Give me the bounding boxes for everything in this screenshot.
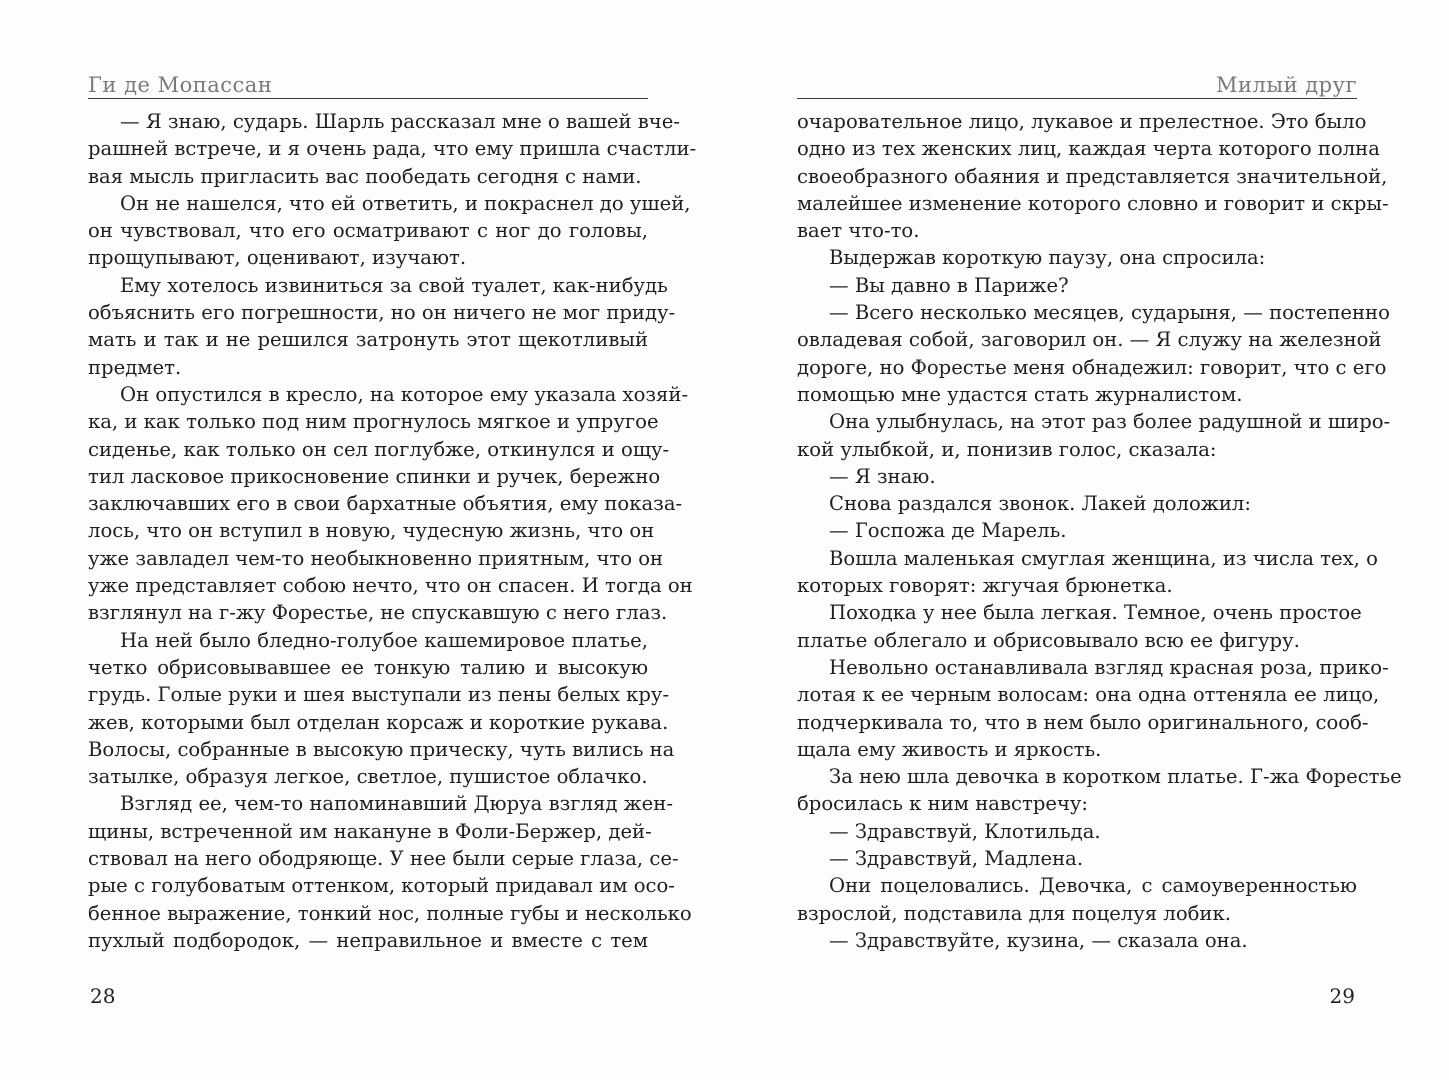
text-line: Выдержав короткую паузу, она спросила: xyxy=(829,246,1266,270)
text-line: объяснить его погрешности, но он ничего не мог приду- xyxy=(88,301,676,325)
text-line: вает что-то. xyxy=(797,219,920,243)
text-line: ка, и как только под ним прогнулось мягкое и упругое xyxy=(88,410,659,434)
text-line: щала ему живость и яркость. xyxy=(797,737,1102,761)
text-line: своеобразного обаяния и представляется значительной, xyxy=(797,164,1388,188)
text-line: Он не нашелся, что ей ответить, и покраснел до ушей, xyxy=(120,191,691,215)
text-line: — Я знаю, сударь. Шарль рассказал мне о вашей вче- xyxy=(120,110,680,133)
running-head-author: Ги де Мопассан xyxy=(88,73,273,97)
text-line: одно из тех женских лиц, каждая черта которого полна xyxy=(797,137,1380,161)
text-line: — Я знаю. xyxy=(829,464,936,488)
text-line: щины, встреченной им накануне в Фоли-Бержер, дей- xyxy=(88,819,652,843)
text-line: Невольно останавливала взгляд красная роза, прико- xyxy=(829,655,1389,679)
text-line: Волосы, собранные в высокую прическу, чуть вились на xyxy=(88,737,675,761)
text-line: бенное выражение, тонкий нос, полные губы и несколько xyxy=(88,901,692,925)
text-line: Она улыбнулась, на этот раз более радушной и широ- xyxy=(829,410,1391,434)
text-line: пухлый подбородок, — неправильное и вместе с тем xyxy=(88,928,648,952)
text-line: рые с голубоватым оттенком, который придавал им осо- xyxy=(88,874,675,898)
text-line: Походка у нее была легкая. Темное, очень простое xyxy=(829,601,1362,625)
text-line: Он опустился в кресло, на которое ему указала хозяй- xyxy=(120,382,689,406)
text-line: дороге, но Форестье меня обнадежил: говорит, что с его xyxy=(797,355,1387,379)
text-line: бросилась к ним навстречу: xyxy=(797,792,1089,816)
text-line: ствовал на него ободряюще. У нее были серые глаза, се- xyxy=(88,847,679,871)
left-page xyxy=(88,0,697,1080)
right-page xyxy=(797,0,1402,1080)
text-line: мать и так и не решился затронуть этот щекотливый xyxy=(88,328,648,352)
text-line: рашней встрече, и я очень рада, что ему пришла счастли- xyxy=(88,137,697,161)
running-head-title: Милый друг xyxy=(1216,73,1357,97)
page-text xyxy=(797,108,1402,954)
text-line: грудь. Голые руки и шея выступали из пены белых кру- xyxy=(88,683,670,707)
text-line: взрослой, подставила для поцелуя лобик. xyxy=(797,901,1231,925)
text-line: За нею шла девочка в коротком платье. Г-жа Форестье xyxy=(829,765,1402,789)
text-line: вая мысль пригласить вас пообедать сегодня с нами. xyxy=(88,164,642,188)
text-line: уже завладел чем-то необыкновенно приятным, что он xyxy=(88,546,664,570)
text-line: тил ласковое прикосновение спинки и ручек, бережно xyxy=(88,464,661,488)
text-line: — Вы давно в Париже? xyxy=(829,273,1069,297)
text-line: Они поцеловались. Девочка, с самоуверенностью xyxy=(829,874,1357,898)
text-line: подчеркивала то, что в нем было оригинального, сооб- xyxy=(797,710,1369,734)
text-line: жев, которыми был отделан корсаж и короткие рукава. xyxy=(88,710,669,734)
text-line: — Госпожа де Марель. xyxy=(829,519,1067,543)
text-line: он чувствовал, что его осматривают с ног до головы, xyxy=(88,219,648,243)
page-text xyxy=(88,108,697,954)
text-line: четко обрисовывавшее ее тонкую талию и высокую xyxy=(88,655,648,679)
text-line: — Здравствуйте, кузина, — сказала она. xyxy=(829,928,1248,952)
page-number: 28 xyxy=(90,984,116,1008)
text-line: лось, что он вступил в новую, чудесную жизнь, что он xyxy=(88,519,655,543)
text-line: помощью мне удастся стать журналистом. xyxy=(797,382,1243,406)
text-line: предмет. xyxy=(88,355,182,379)
text-line: заключавших его в свои бархатные объятия, ему показа- xyxy=(88,492,683,516)
text-line: лотая к ее черным волосам: она одна оттеняла ее лицо, xyxy=(797,683,1380,707)
text-line: Снова раздался звонок. Лакей доложил: xyxy=(829,492,1251,516)
text-line: малейшее изменение которого словно и говорит и скры- xyxy=(797,191,1389,215)
text-line: которых говорят: жгучая брюнетка. xyxy=(797,574,1173,598)
header-rule xyxy=(797,98,1357,99)
text-line: взглянул на г-жу Форестье, не спускавшую с него глаз. xyxy=(88,601,668,625)
header-rule xyxy=(88,98,648,99)
text-line: На ней было бледно-голубое кашемировое платье, xyxy=(120,628,648,652)
text-line: кой улыбкой, и, понизив голос, сказала: xyxy=(797,437,1217,461)
text-line: очаровательное лицо, лукавое и прелестное. Это было xyxy=(797,110,1367,133)
page-number: 29 xyxy=(1329,984,1355,1008)
text-line: — Здравствуй, Клотильда. xyxy=(829,819,1101,843)
text-line: — Всего несколько месяцев, сударыня, — постепенно xyxy=(829,301,1390,325)
text-line: сиденье, как только он сел поглубже, откинулся и ощу- xyxy=(88,437,670,461)
text-line: Вошла маленькая смуглая женщина, из числа тех, о xyxy=(829,546,1378,570)
text-line: платье облегало и обрисовывало всю ее фигуру. xyxy=(797,628,1300,652)
text-line: затылке, образуя легкое, светлое, пушистое облачко. xyxy=(88,765,648,789)
text-line: овладевая собой, заговорил он. — Я служу на железной xyxy=(797,328,1382,352)
text-line: прощупывают, оценивают, изучают. xyxy=(88,246,467,270)
text-line: Взгляд ее, чем-то напоминавший Дюруа взгляд жен- xyxy=(120,792,673,816)
text-line: — Здравствуй, Мадлена. xyxy=(829,847,1084,871)
text-line: уже представляет собою нечто, что он спасен. И тогда он xyxy=(88,574,693,598)
text-line: Ему хотелось извиниться за свой туалет, как-нибудь xyxy=(120,273,668,297)
